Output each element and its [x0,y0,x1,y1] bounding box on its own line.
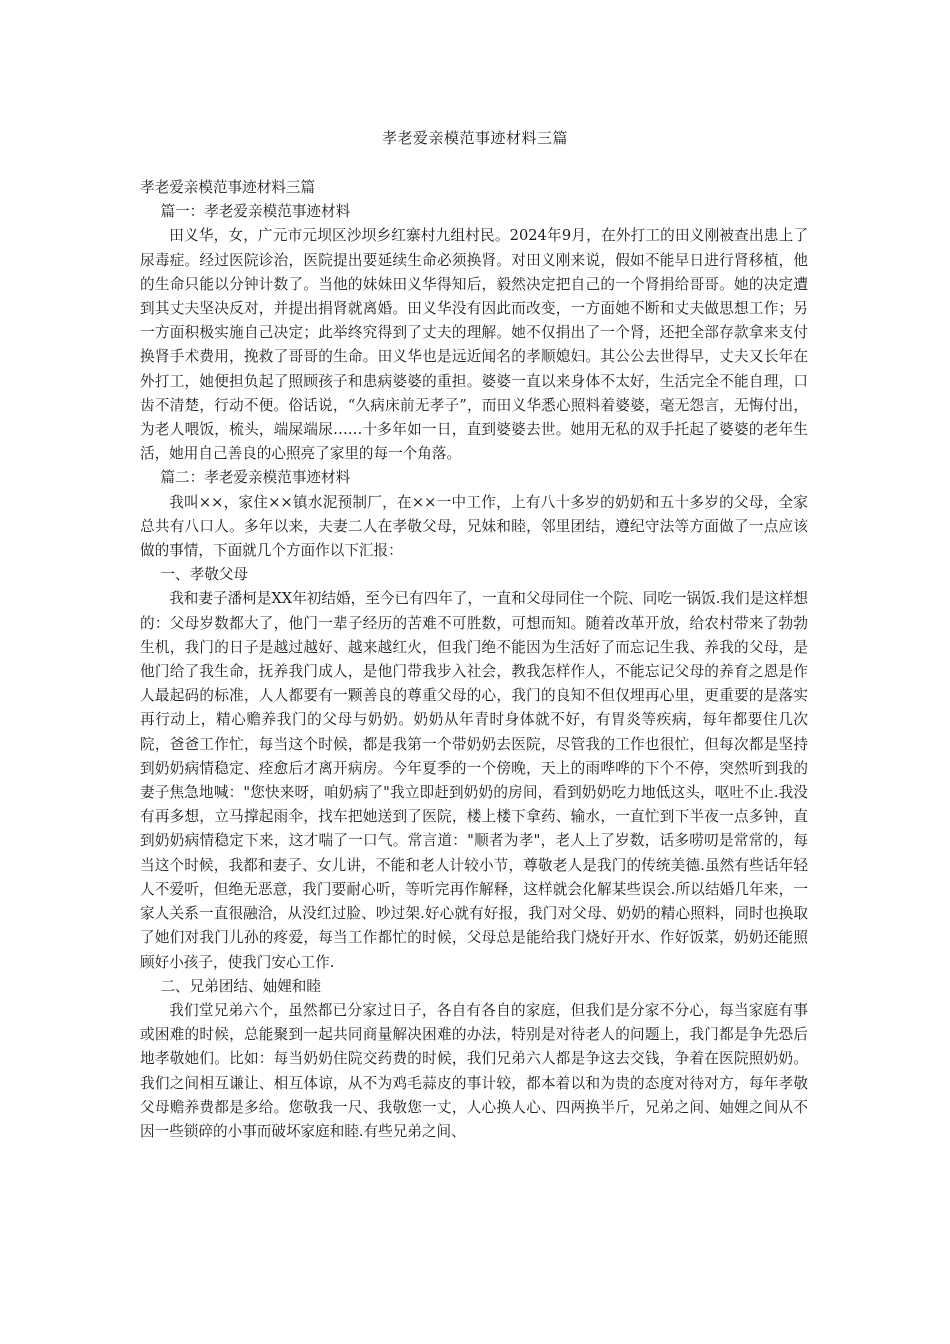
document-body [140,176,808,1144]
article-1-heading: 篇一：孝老爱亲模范事迹材料 [160,203,351,221]
document-title: 孝老爱亲模范事迹材料三篇 [381,129,568,147]
article-1-paragraph: 田义华，女，广元市元坝区沙坝乡红寨村九组村民。2024年9月，在外打工的田义刚被查出患上了尿毒症。经过医院诊治，医院提出要延续生命必须换肾。对田义刚来说，假如不能早日进行肾移植，他的生命只能以分钟计数了。当他的妹妹田义华得知后，毅然决定把自己的一个肾捐给哥哥。她的决定遭到其丈夫坚决反对，并提出捐肾就离婚。田义华没有因此而改变，一方面她不断和丈夫做思想工作；另一方面积极实施自己决定；此举终究得到了丈夫的理解。她不仅捐出了一个肾，还把全部存款拿来支付换肾手术费用，挽救了哥哥的生命。田义华也是远近闻名的孝顺媳妇。其公公去世得早，丈夫又长年在外打工，她便担负起了照顾孩子和患病婆婆的重担。婆婆一直以来身体不太好，生活完全不能自理，口齿不清楚，行动不便。俗话说，“久病床前无孝子”，而田义华悉心照料着婆婆，毫无怨言，无悔付出，为老人喂饭，梳头，端屎端尿……十多年如一日，直到婆婆去世。她用无私的双手托起了婆婆的老年生活，她用自己善良的心照亮了家里的每一个角落。 [140,227,808,463]
article-2-intro-paragraph: 我叫××，家住××镇水泥预制厂，在××一中工作，上有八十多岁的奶奶和五十多岁的父母，全家总共有八口人。多年以来，夫妻二人在孝敬父母，兄妹和睦，邻里团结，遵纪守法等方面做了一点应该做的事情，下面就几个方面作以下汇报： [140,493,808,560]
subheading-filial-piety: 一、孝敬父母 [160,566,249,584]
subheading-family-harmony: 二、兄弟团结、妯娌和睦 [160,977,321,995]
section-title: 孝老爱亲模范事迹材料三篇 [140,179,316,196]
filial-piety-paragraph: 我和妻子潘柯是XX年初结婚，至今已有四年了，一直和父母同住一个院、同吃一锅饭.我们是这样想的：父母岁数都大了，他门一辈子经历的苦难不可胜数，可想而知。随着改革开放，给农村带来了勃勃生机，我门的日子是越过越好、越来越红火，但我门绝不能因为生活好了而忘记生我、养我的父母，是他门给了我生命，抚养我门成人，是他门带我步入社会，教我怎样作人，不能忘记父母的养育之恩是作人最起码的标准，人人都要有一颗善良的尊重父母的心，我门的良知不但仅埋再心里，更重要的是落实再行动上，精心赡养我门的父母与奶奶。奶奶从年青时身体就不好，有胃炎等疾病，每年都要住几次院，爸爸工作忙，每当这个时候，都是我第一个带奶奶去医院，尽管我的工作也很忙，但每次都是坚持到奶奶病情稳定、痊愈后才离开病房。今年夏季的一个傍晚，天上的雨哗哗的下个不停，突然听到我的妻子焦急地喊："您快来呀，咱奶病了"我立即赶到奶奶的房间，看到奶奶吃力地低这头，呕吐不止.我没有再多想，立马撑起雨伞，找车把她送到了医院，楼上楼下拿药、输水，一直忙到下半夜一点多钟，直到奶奶病情稳定下来，这才喘了一口气。常言道："顺者为孝"，老人上了岁数，话多唠叨是常常的，每当这个时候，我都和妻子、女儿讲，不能和老人计较小节，尊敬老人是我门的传统美德.虽然有些话年轻人不爱听，但绝无恶意，我门要耐心听，等听完再作解释，这样就会化解某些误会.所以结婚几年来，一家人关系一直很融洽，从没红过脸、吵过架.好心就有好报，我门对父母、奶奶的精心照料，同时也换取了她们对我门儿孙的疼爱，每当工作都忙的时候，父母总是能给我门烧好开水、作好饭菜，奶奶还能照顾好小孩子，使我门安心工作. [140,590,808,971]
article-2-heading: 篇二：孝老爱亲模范事迹材料 [160,469,351,487]
family-harmony-paragraph: 我们堂兄弟六个，虽然都已分家过日子，各自有各自的家庭，但我们是分家不分心，每当家庭有事或困难的时候，总能聚到一起共同商量解决困难的办法，特别是对待老人的问题上，我门都是争先恐后地孝敬她们。比如：每当奶奶住院交药费的时候，我们兄弟六人都是争这去交钱，争着在医院照奶奶。我们之间相互谦让、相互体谅，从不为鸡毛蒜皮的事计较，都本着以和为贵的态度对待对方，每年孝敬父母赡养费都是多给。您敬我一尺、我敬您一丈，人心换人心、四两换半斤，兄弟之间、妯娌之间从不因一些锁碎的小事而破坏家庭和睦.有些兄弟之间、 [140,1001,808,1140]
